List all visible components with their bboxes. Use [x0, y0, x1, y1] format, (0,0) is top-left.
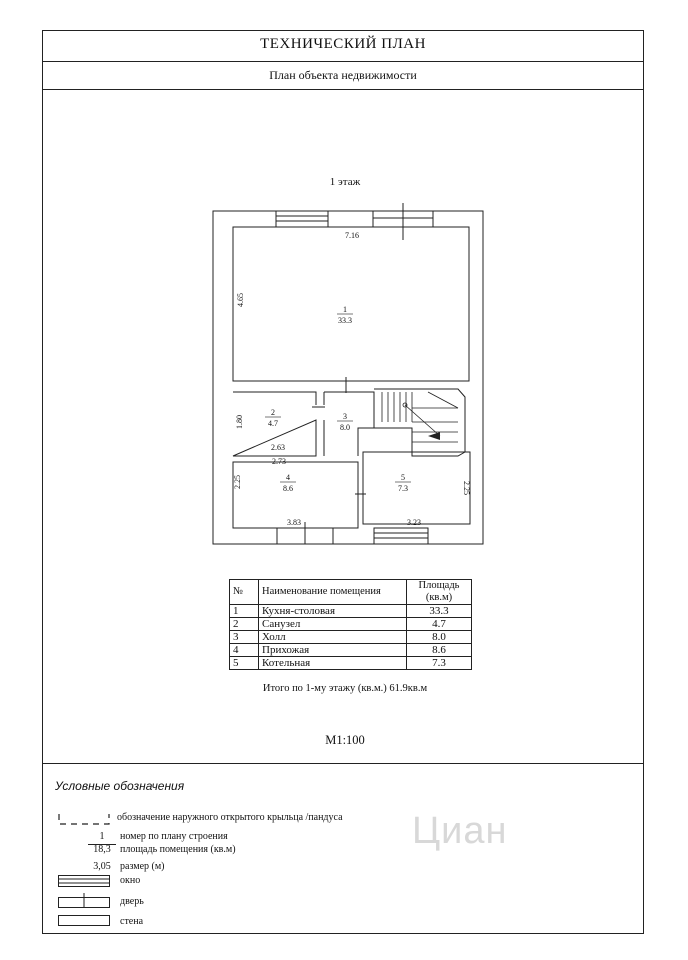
row-name: Прихожая: [259, 644, 407, 657]
room-4-number: 4: [286, 473, 290, 482]
room-3-number: 3: [343, 412, 347, 421]
legend-door-text: дверь: [120, 896, 144, 907]
doors: [277, 203, 403, 544]
room-5-number: 5: [401, 473, 405, 482]
header-area: Площадь (кв.м): [407, 580, 472, 605]
table-row: [230, 644, 472, 657]
row-num: 4: [230, 644, 259, 657]
stair-arrow-icon: [428, 432, 440, 440]
room-1-number: 1: [343, 305, 347, 314]
dim-r4-bottom-width: 3.83: [287, 518, 301, 527]
floor-total: Итого по 1-му этажу (кв.м.) 61.9кв.м: [262, 683, 428, 694]
row-num: 1: [230, 605, 259, 618]
table-header-row: [230, 580, 472, 605]
staircase-steps: [382, 392, 458, 442]
window-icon: [374, 528, 428, 544]
legend-title: Условные обозначения: [55, 779, 185, 793]
door-icon: [58, 893, 110, 911]
title-divider: [42, 61, 644, 62]
room-5-outline: [363, 452, 470, 524]
dim-r5-height: 2.25: [462, 481, 471, 495]
header-name: Наименование помещения: [259, 580, 407, 605]
wall-icon: [58, 915, 110, 927]
window-icon: [276, 211, 328, 227]
legend-room-number: 1: [99, 831, 105, 842]
row-area: 33.3: [407, 605, 472, 618]
row-num: 2: [230, 618, 259, 631]
legend-wall-text: стена: [120, 916, 144, 927]
dim-r2-height: 1.80: [235, 415, 244, 429]
scale-label: М1:100: [325, 733, 365, 747]
table-row: [230, 631, 472, 644]
legend-room-number-text: номер по плану строения: [120, 831, 228, 842]
legend-divider: [42, 763, 644, 764]
legend-room-area-text: площадь помещения (кв.м): [120, 844, 236, 855]
dim-r1-height: 4.65: [236, 293, 245, 307]
room-1-outline: [233, 227, 469, 381]
rooms-table: [229, 579, 472, 670]
dim-r5-width: 3.23: [407, 518, 421, 527]
subtitle-divider: [42, 89, 644, 90]
dim-r4-top-width: 2.73: [272, 457, 286, 466]
windows: [276, 211, 433, 544]
row-name: Холл: [259, 631, 407, 644]
table-row: [230, 618, 472, 631]
legend-size-text: размер (м): [120, 861, 165, 872]
row-num: 3: [230, 631, 259, 644]
row-area: 8.6: [407, 644, 472, 657]
floor-label: 1 этаж: [329, 176, 361, 188]
room-5-area: 7.3: [398, 484, 408, 493]
room-4-area: 8.6: [283, 484, 293, 493]
dim-r1-width: 7.16: [345, 231, 359, 240]
legend-size-example: 3,05: [93, 861, 111, 872]
legend-room-area: 18,3: [93, 844, 111, 855]
window-icon: [58, 875, 110, 887]
header-num: №: [230, 580, 259, 605]
floor-plan: [200, 200, 490, 550]
room-2-number: 2: [271, 408, 275, 417]
legend-porch-text: обозначение наружного открытого крыльца /пандуса: [117, 812, 343, 823]
row-name: Кухня-столовая: [259, 605, 407, 618]
row-area: 8.0: [407, 631, 472, 644]
room-2-area: 4.7: [268, 419, 278, 428]
row-area: 4.7: [407, 618, 472, 631]
outer-wall: [213, 211, 483, 544]
page-subtitle: План объекта недвижимости: [269, 68, 417, 82]
row-area: 7.3: [407, 657, 472, 670]
watermark-logo: Циан: [412, 810, 508, 852]
row-num: 5: [230, 657, 259, 670]
porch-symbol-icon: [58, 812, 110, 826]
legend-window-text: окно: [120, 875, 141, 886]
page-title: ТЕХНИЧЕСКИЙ ПЛАН: [260, 36, 426, 52]
dim-r2-width: 2.63: [271, 443, 285, 452]
row-name: Санузел: [259, 618, 407, 631]
room-1-area: 33.3: [338, 316, 352, 325]
table-row: [230, 605, 472, 618]
room-3-area: 8.0: [340, 423, 350, 432]
dim-r4-height: 2.25: [233, 475, 242, 489]
table-row: [230, 657, 472, 670]
row-name: Котельная: [259, 657, 407, 670]
